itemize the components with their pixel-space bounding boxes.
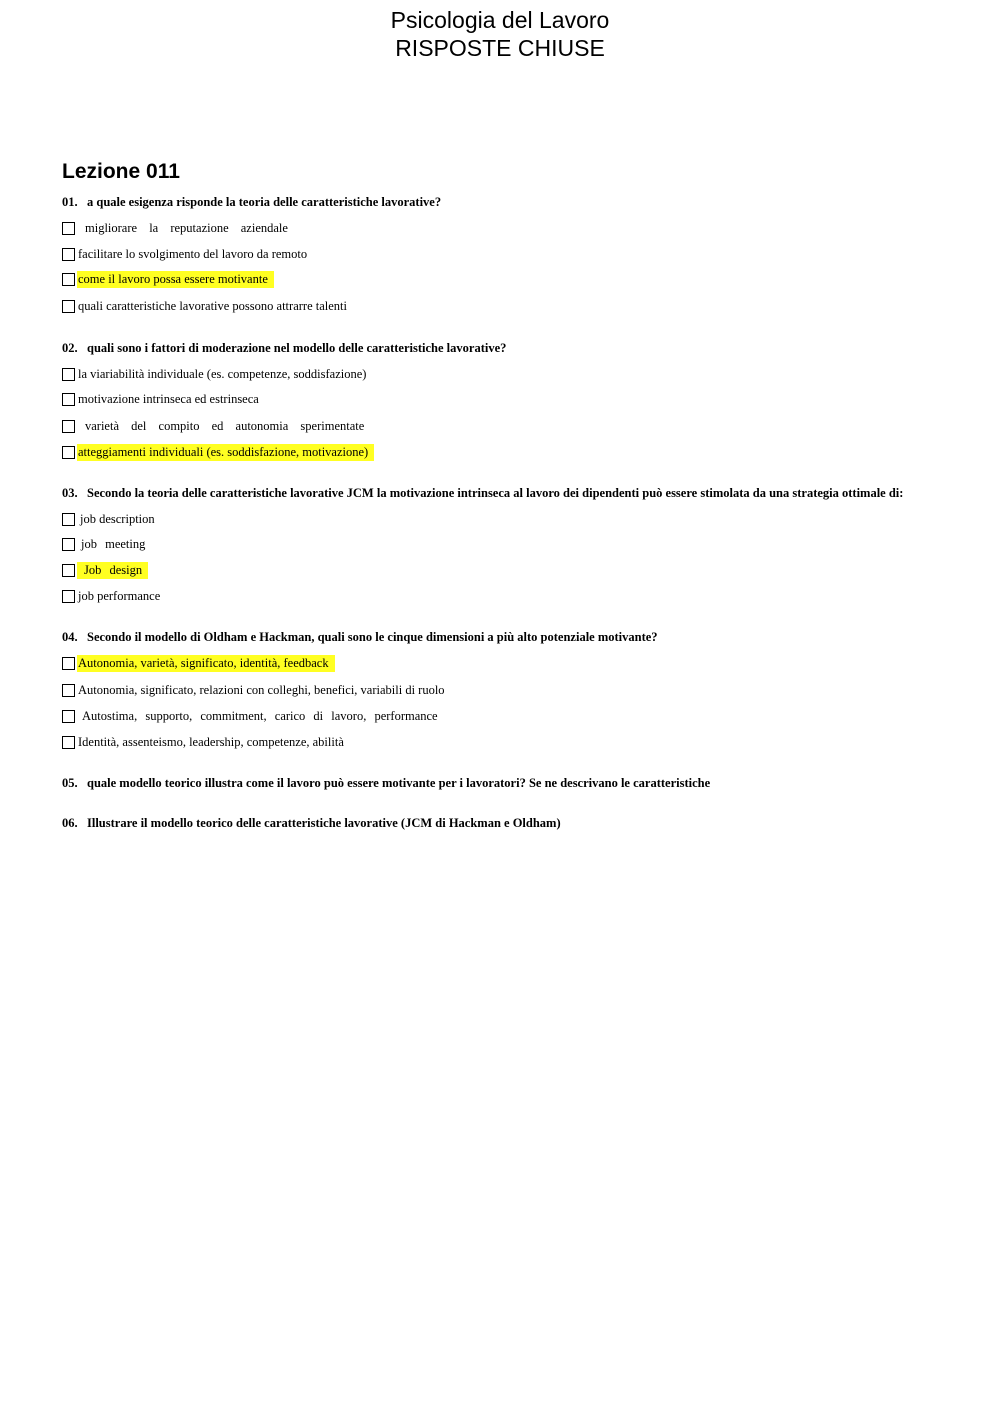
option-3[interactable] bbox=[62, 707, 444, 725]
question-05 bbox=[62, 775, 710, 791]
option-2[interactable] bbox=[62, 681, 451, 699]
option-2[interactable] bbox=[62, 390, 265, 408]
checkbox[interactable] bbox=[62, 420, 75, 433]
checkbox[interactable] bbox=[62, 248, 75, 261]
option-1-correct[interactable] bbox=[62, 654, 335, 672]
lesson-title: Lezione 011 bbox=[62, 160, 180, 183]
option-label: Autostima, supporto, commitment, carico di lavoro, performance bbox=[82, 708, 438, 723]
option-label: Autonomia, significato, relazioni con colleghi, benefici, variabili di ruolo bbox=[78, 682, 445, 697]
question-text: Secondo il modello di Oldham e Hackman, quali sono le cinque dimensioni a più alto potenziale motivante? bbox=[87, 630, 658, 644]
question-number: 06. bbox=[62, 816, 78, 830]
checkbox[interactable] bbox=[62, 222, 75, 235]
option-1[interactable] bbox=[62, 219, 294, 237]
checkbox[interactable] bbox=[62, 736, 75, 749]
document-header bbox=[0, 6, 1000, 62]
question-text: quali sono i fattori di moderazione nel modello delle caratteristiche lavorative? bbox=[87, 341, 507, 355]
option-4[interactable] bbox=[62, 733, 350, 751]
checkbox[interactable] bbox=[62, 368, 75, 381]
question-02 bbox=[62, 340, 506, 356]
question-number: 04. bbox=[62, 630, 78, 644]
question-number: 02. bbox=[62, 341, 78, 355]
option-label: Identità, assenteismo, leadership, competenze, abilità bbox=[78, 734, 344, 749]
option-label-highlighted: Autonomia, varietà, significato, identità, feedback bbox=[77, 655, 335, 672]
checkbox[interactable] bbox=[62, 684, 75, 697]
option-label: facilitare lo svolgimento del lavoro da remoto bbox=[78, 246, 308, 261]
option-label: job meeting bbox=[81, 536, 146, 551]
option-3-correct[interactable] bbox=[62, 270, 274, 288]
question-number: 05. bbox=[62, 776, 78, 790]
option-label: job description bbox=[80, 511, 155, 526]
option-4[interactable] bbox=[62, 297, 353, 315]
checkbox[interactable] bbox=[62, 710, 75, 723]
question-text: a quale esigenza risponde la teoria delle caratteristiche lavorative? bbox=[87, 195, 442, 209]
checkbox[interactable] bbox=[62, 393, 75, 406]
option-label-highlighted: Job design bbox=[77, 562, 148, 579]
option-4-correct[interactable] bbox=[62, 443, 374, 461]
option-label: varietà del compito ed autonomia sperimentate bbox=[85, 418, 365, 433]
checkbox[interactable] bbox=[62, 446, 75, 459]
option-1[interactable] bbox=[62, 365, 372, 383]
checkbox[interactable] bbox=[62, 538, 75, 551]
checkbox[interactable] bbox=[62, 657, 75, 670]
option-label: la viariabilità individuale (es. competenze, soddisfazione) bbox=[78, 366, 367, 381]
question-number: 01. bbox=[62, 195, 78, 209]
option-label: motivazione intrinseca ed estrinseca bbox=[78, 391, 259, 406]
option-label: migliorare la reputazione aziendale bbox=[85, 220, 288, 235]
option-1[interactable] bbox=[62, 510, 161, 528]
option-label: job performance bbox=[78, 588, 161, 603]
question-text: quale modello teorico illustra come il lavoro può essere motivante per i lavoratori? Se ne descrivano le caratteristiche bbox=[87, 776, 711, 790]
question-number: 03. bbox=[62, 486, 78, 500]
option-label-highlighted: come il lavoro possa essere motivante bbox=[77, 271, 274, 288]
question-text: Secondo la teoria delle caratteristiche lavorative JCM la motivazione intrinseca al lavoro dei dipendenti può essere stimolata da una strategia ottimale di: bbox=[87, 486, 904, 500]
checkbox[interactable] bbox=[62, 300, 75, 313]
option-4[interactable] bbox=[62, 587, 166, 605]
option-label: quali caratteristiche lavorative possono attrarre talenti bbox=[78, 298, 347, 313]
question-04 bbox=[62, 629, 658, 645]
question-text: Illustrare il modello teorico delle caratteristiche lavorative (JCM di Hackman e Oldham) bbox=[87, 816, 561, 830]
option-2[interactable] bbox=[62, 535, 151, 553]
checkbox[interactable] bbox=[62, 564, 75, 577]
option-label-highlighted: atteggiamenti individuali (es. soddisfazione, motivazione) bbox=[77, 444, 374, 461]
question-06 bbox=[62, 815, 561, 831]
option-3[interactable] bbox=[62, 417, 370, 435]
checkbox[interactable] bbox=[62, 513, 75, 526]
document-subtitle: RISPOSTE CHIUSE bbox=[395, 35, 605, 61]
document-title: Psicologia del Lavoro bbox=[390, 7, 610, 33]
option-3-correct[interactable] bbox=[62, 561, 148, 579]
option-2[interactable] bbox=[62, 245, 313, 263]
question-01 bbox=[62, 194, 441, 210]
checkbox[interactable] bbox=[62, 273, 75, 286]
question-03 bbox=[62, 485, 903, 501]
checkbox[interactable] bbox=[62, 590, 75, 603]
